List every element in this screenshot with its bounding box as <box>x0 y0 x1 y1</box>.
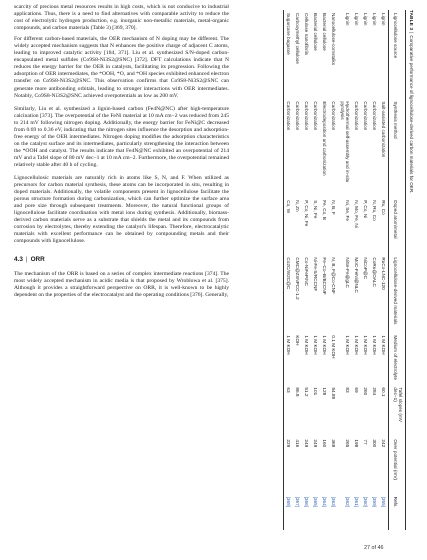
header-method: Synthesis method <box>389 98 406 197</box>
cell-dopant: N, Ru, Co <box>372 200 378 221</box>
cell-source: Cellulose nanofibrils <box>303 13 309 55</box>
cell-medium: 1 M KOH <box>312 335 318 355</box>
table-row <box>370 10 379 530</box>
table-label: TABLE 3 <box>409 10 414 31</box>
cell-tafel: 101 <box>312 387 318 396</box>
cell-dopant: Ni, Se, Fe <box>345 200 351 222</box>
cell-dopant: N, Zn <box>294 200 300 212</box>
cell-material: N, B, F@Co-CNF <box>330 257 336 294</box>
cell-tafel: 128 <box>321 387 327 396</box>
table-3 <box>240 6 416 534</box>
cell-tafel: 60.1 <box>381 387 387 397</box>
cell-tafel: 284 <box>372 387 378 396</box>
cell-source: Lignin <box>363 13 369 26</box>
table-row <box>338 10 352 530</box>
cell-tafel: 83 <box>345 387 351 393</box>
rotated-table-area <box>240 6 416 534</box>
cell-source: Lignin <box>372 13 378 26</box>
cell-material: MoC-FeNi@NLC <box>354 257 360 293</box>
paragraph-1: scarcity of precious metal resources results in high costs, which is not conducive to industrial applications. Thus, there is a need to find alternatives with comparable activity to reduce the cost of electrolytic hydrogen production, e.g. inorganic non-metallic materials, metal-organic compounds, and carbon materials (Table 3) [369, 370]. <box>14 4 229 32</box>
cell-overpotential: 229 <box>283 436 293 493</box>
header-row <box>389 10 406 530</box>
paragraph-5: The mechanism of the ORR is based on a series of complex intermediate reactions [374]. The most widely accepted mechanism in acidic media is that proposed by Wroblowa et al. [375]. Although it provides a straightforward perspective on ORR, it is well-known to be highly dependent on the properties of the electrocatalyst and the operating conditions [376]. Generally, <box>14 270 229 298</box>
cell-method: Carbonization <box>283 98 293 197</box>
cell-overpotential: 300 <box>372 439 378 448</box>
cell-overpotential: 249 <box>312 439 318 448</box>
cell-material: Co-NiFeP/NC <box>303 257 309 287</box>
cell-method: Carbonization <box>294 101 300 131</box>
cell-medium: 1 M KOH <box>363 335 369 355</box>
cell-medium: 1 M KOH <box>321 335 327 355</box>
cell-source: Lignin <box>354 13 360 26</box>
header-medium: Medium of electrolyte <box>389 332 406 384</box>
paragraph-4: Lignocellulosic materials are naturally rich in atoms like S, N, and F. When utilized as precursors for carbon material synthesis, these atoms can be incorporated in situ, resulting in doped materials. Additionally, the volatile components present in lignocellulose facilitate the porous structure formation during carbonization, which can further optimize the surface area and pore size through subsequent treatments. Moreover, the natural functional groups of lignocellulose facilitate coordination with metal ions during synthesis. Additionally, biomass-derived carbon materials serve as a substrate that shields the metal and its compounds from corrosion by electrolytes, thereby extending the catalyst's lifespan. Therefore, electrocatalytic materials with excellent performance can be obtained by compounding metals and their compounds with lignocellulose. <box>14 175 229 245</box>
header-tafel: Tafel slopes (mV dec−1) <box>389 384 406 436</box>
header-refs: Refs. <box>389 494 406 530</box>
cell-tafel: 69 <box>354 387 360 393</box>
performance-table <box>283 10 406 530</box>
page-number: 27 of 46 <box>364 545 384 551</box>
cell-refs[interactable]: [364] <box>321 496 327 507</box>
cell-overpotential: 77 <box>363 439 369 445</box>
cell-medium: 1 M KOH <box>354 335 360 355</box>
table-row <box>329 10 338 530</box>
header-source: Lignocellulose source <box>389 10 406 98</box>
table-row <box>293 10 302 530</box>
table-body <box>283 10 388 530</box>
cell-refs[interactable]: [367] <box>294 496 300 507</box>
table-row <box>352 10 361 530</box>
cell-dopant: Ru, Co <box>381 200 387 215</box>
table-row <box>361 10 370 530</box>
table-row <box>302 10 311 530</box>
cell-tafel: 63 <box>283 384 293 436</box>
cell-overpotential: 249 <box>303 439 309 448</box>
cell-refs[interactable]: [361] <box>354 496 360 507</box>
cell-overpotential: 265 <box>345 439 351 448</box>
cell-refs[interactable]: [362] <box>345 496 351 507</box>
cell-tafel: 94.88 <box>330 387 336 400</box>
cell-overpotential: 242 <box>381 439 387 448</box>
cell-source: Lignin <box>345 13 351 26</box>
cell-medium: 1 M KOH <box>345 335 351 355</box>
cell-source: Lignin <box>381 13 387 26</box>
cell-source: Bacterial cellulose <box>312 13 318 51</box>
paragraph-3: Similarly, Liu et al. synthesized a lignin-based carbon (Fe4N@NC) after high-temperature calcination [373]. The overpotential of the FeNi material at 10 mA cm−2 was reduced from 245 to 214 mV following nitrogen doping. Additionally, the energy barrier for FeNi@C decreased from 0.69 to 0.36 eV, indicating that the nitrogen sites influence the desorption and adsorption-free energy of the OER intermediates. Nitrogen doping modifies the adsorption characteristics on the catalyst surface and its intermediates, particularly strengthening the interaction between the *OOH and catalyst. The results indicate that Fe4N@NC exhibited an overpotential of 214 mV and a Tafel slope of 80 mV dec−1 at 10 mA cm−2. Furthermore, the overpotential remained relatively stable after 40 h of cycling. <box>14 105 230 168</box>
cell-overpotential: 416 <box>294 439 300 448</box>
cell-method: Carbonization <box>312 101 318 131</box>
table-row <box>311 10 320 530</box>
cell-refs[interactable]: [368] <box>283 494 293 530</box>
cell-method: Hydrothermal self-assembly and in-situ pyrolysis <box>339 101 351 183</box>
section-heading <box>14 256 229 263</box>
cell-refs[interactable]: [360] <box>363 496 369 507</box>
cell-material: CoRu@OALC <box>372 257 378 287</box>
cell-refs[interactable]: [366] <box>303 496 309 507</box>
cell-refs[interactable]: [363] <box>330 496 336 507</box>
table-caption-text: Comparative performance of lignocellulose-derived carbon materials for OER. <box>409 35 414 194</box>
cell-dopant: N, B, F <box>330 200 336 215</box>
cell-medium: 1 M KOH <box>283 332 293 384</box>
header-material: Lignocellulose-derived materials <box>389 254 406 332</box>
cell-dopant: Co, W <box>283 197 293 254</box>
cell-tafel: 51.2 <box>303 387 309 397</box>
table-row <box>379 10 389 530</box>
cell-refs[interactable]: [365] <box>312 496 318 507</box>
cell-source: Carboxymethyl cellulose <box>294 13 300 64</box>
cell-material: NiSe-Fe@gLC <box>345 257 351 288</box>
cell-overpotential: 160 <box>321 439 327 448</box>
cell-method: Salt-assisted carbonization <box>381 101 387 158</box>
paragraph-2: For different carbon-based materials, the OER mechanism of N doping may be different. The widely accepted mechanism suggests that N enhances the positive charge of adjacent C atoms, leading to improved catalytic activity [184, 371]. Liu et al. synthesized S/N-doped carbon-encapsulated metal sulfides (Co9S8-Ni3S2@SNC) [372]. DFT calculations indicate that N reduces the energy barrier for the OER in catalysts, facilitating its progression. Following the adsorption of OER intermediates, the *OOH, *O, and *OH species exhibited enhanced electron transfer on Co9S8-Ni3S2@SNC. This observation confirms that Co9S8-Ni3S2@SNC can generate more antibonding orbitals, leading to stronger interactions with OER intermediates. Notably, Co9S8-Ni3S2@SNC achieved overpotentials as low as 200 mV. <box>14 36 229 99</box>
header-dopant: Doped atom/metal <box>389 197 406 254</box>
caption-separator: | <box>409 32 414 34</box>
cell-medium: KOH <box>294 335 300 346</box>
cell-tafel: 86.8 <box>294 387 300 397</box>
cell-dopant: P, Co, Ni <box>363 200 369 219</box>
cell-tafel: 260 <box>363 387 369 396</box>
section-title: ORR <box>30 255 45 263</box>
cell-source: Bacterial cellulose <box>321 13 327 51</box>
cell-dopant: N, Mo, Fe, Ni <box>354 200 360 228</box>
section-number: 4.3 <box>14 255 23 263</box>
cell-method: Carbonization <box>303 101 309 131</box>
cell-method: Carbonization <box>330 101 336 131</box>
cell-overpotential: 198 <box>354 439 360 448</box>
cell-material: RuCo-LNC-120 <box>381 257 387 290</box>
cell-dopant: P, Co, Ni, Fe <box>303 200 309 227</box>
cell-medium: 0.1 M KOH <box>330 335 336 359</box>
header-overpotential: Over potential (mV) <box>389 436 406 493</box>
cell-method: Carbonization <box>363 101 369 131</box>
cell-dopant: S, Ni, Fe <box>312 200 318 219</box>
table-caption <box>409 10 414 193</box>
table-row <box>283 10 293 530</box>
table-row <box>320 10 329 530</box>
cell-dopant: Fe, Co, B <box>321 200 327 220</box>
cell-material: Fe–Co–B/BCCNF <box>321 257 327 295</box>
cell-medium: 1 M KOH <box>303 335 309 355</box>
cell-medium: 1 M KOH <box>372 335 378 355</box>
cell-source: Sugarcane bagasse <box>283 10 293 98</box>
cell-medium: 1 M KOH <box>381 335 387 355</box>
main-text-column <box>14 4 229 305</box>
cell-material: Ni-Fe-S/RCCNF <box>312 257 318 292</box>
table-header <box>389 10 406 530</box>
cell-material: NiCoP@C <box>363 257 369 280</box>
cell-material: CMC@ZnNPCC-1.2 <box>294 257 300 300</box>
cell-material: Co2C/W2C@C <box>283 254 293 332</box>
cell-method: Electrodeposition and carbonization <box>321 101 327 176</box>
cell-overpotential: 368 <box>330 439 336 448</box>
cell-source: Nanocellulose-cornstalks <box>330 13 336 66</box>
section-separator: | <box>25 255 28 263</box>
cell-method: Carbonization <box>354 101 360 131</box>
cell-refs[interactable]: [359] <box>372 496 378 507</box>
cell-refs[interactable]: [355] <box>381 496 387 507</box>
cell-method: Carbonization <box>372 101 378 131</box>
